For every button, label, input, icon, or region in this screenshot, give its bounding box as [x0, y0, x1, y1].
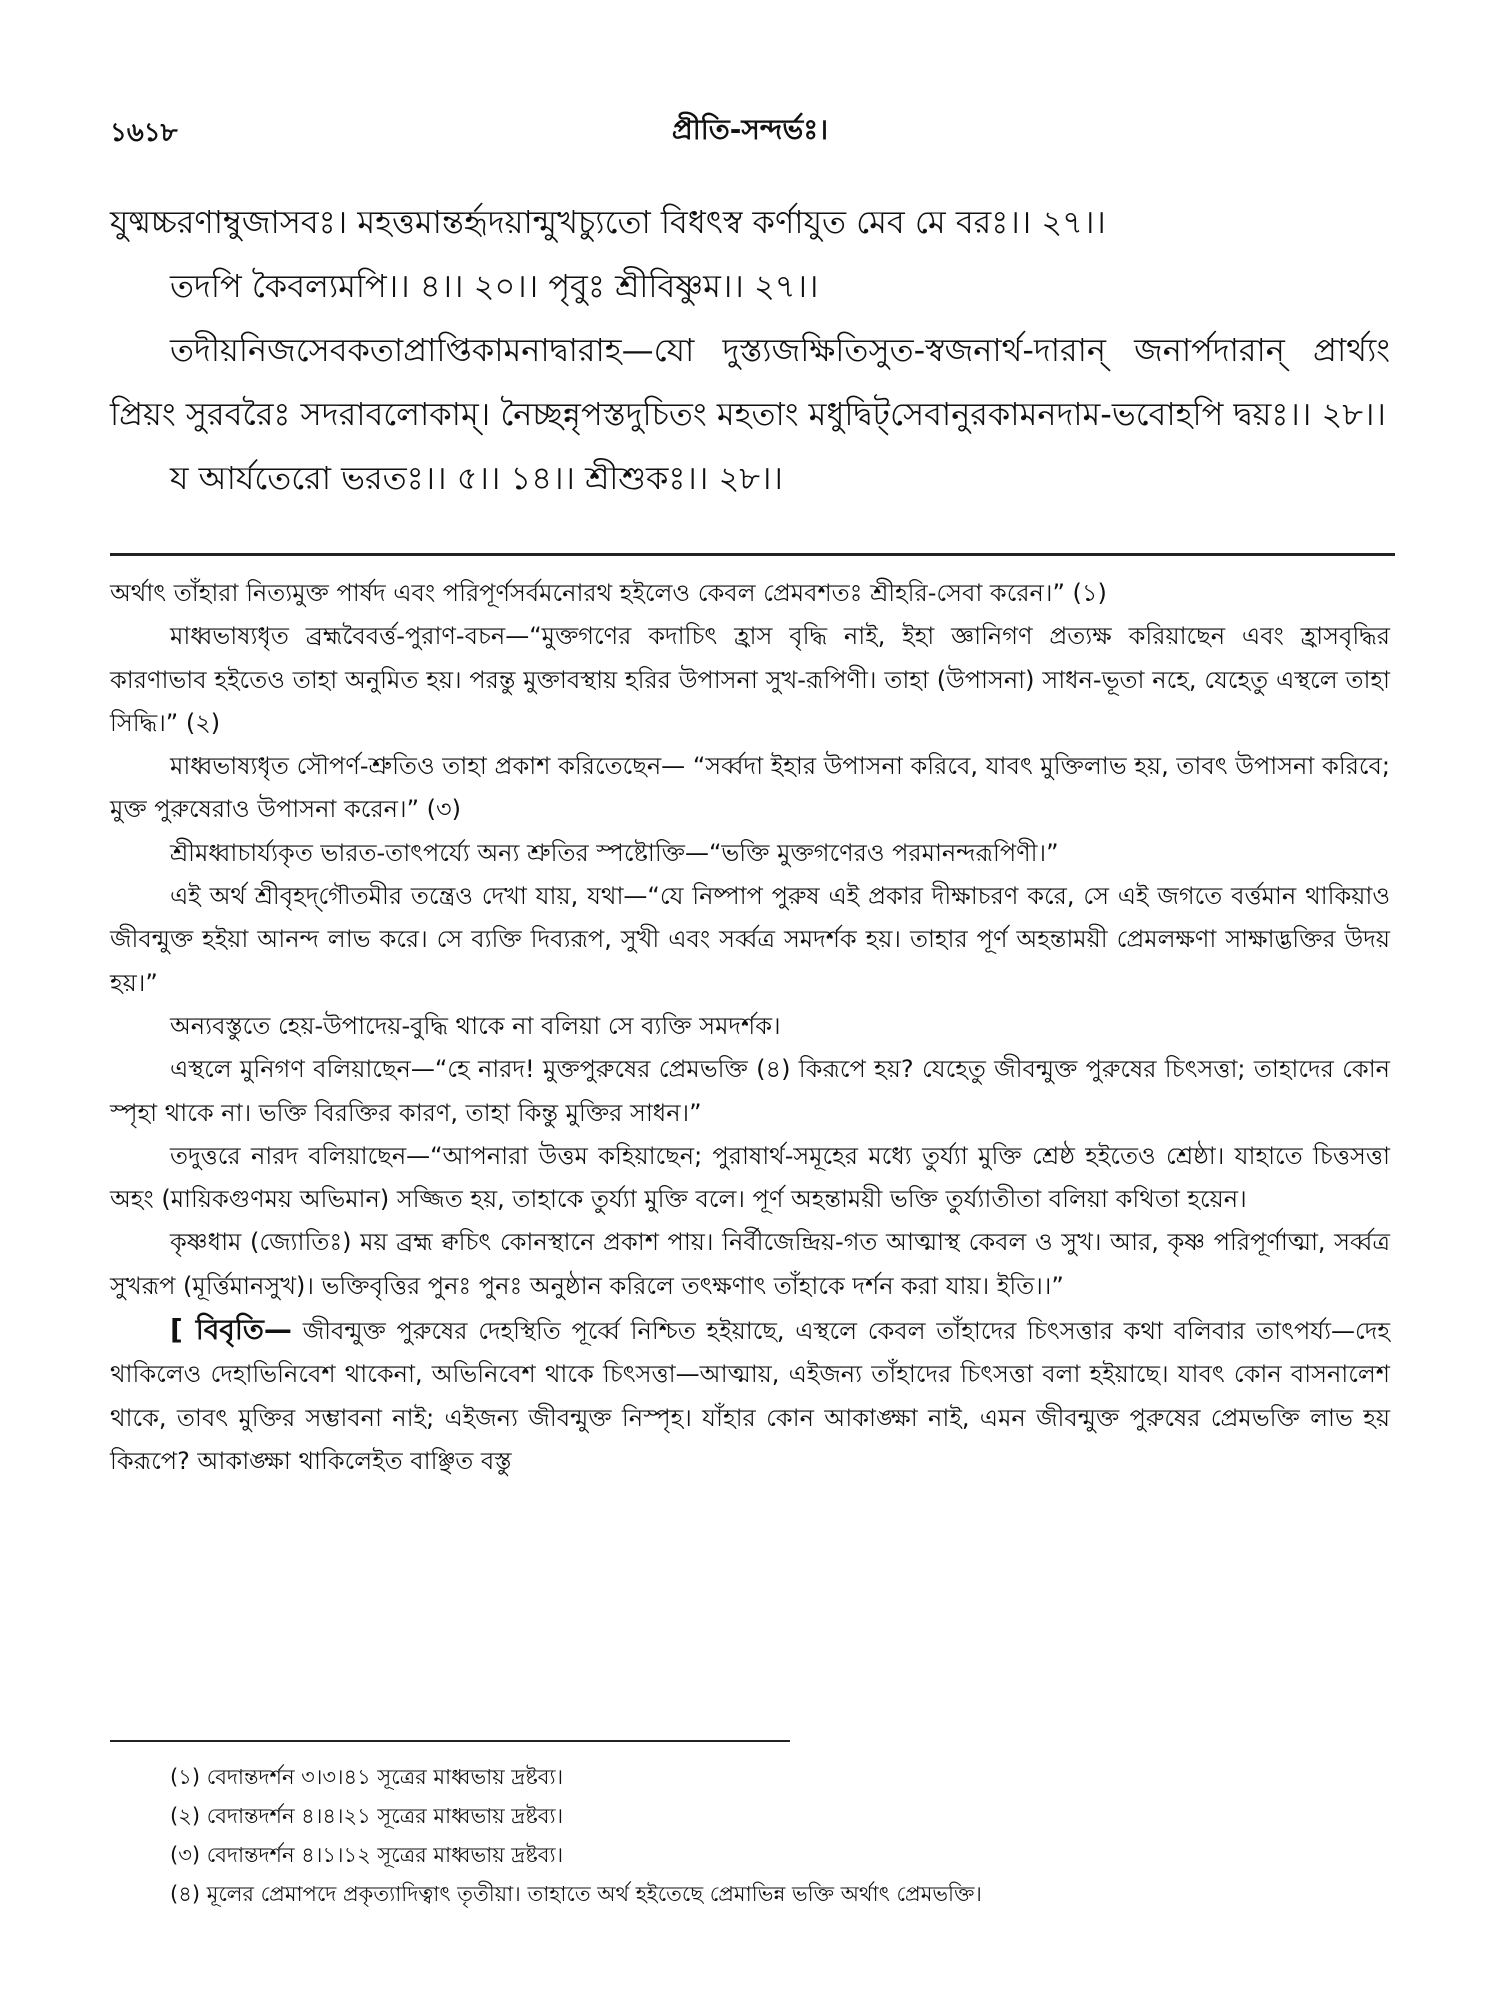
paragraph: অর্থাৎ তাঁহারা নিত্যমুক্ত পার্ষদ এবং পরিপূর্ণসর্বমনোরথ হইলেও কেবল প্রেমবশতঃ শ্রীহরি-সেবা করেন।” (১) — [110, 579, 1107, 607]
verse-line: যুষ্মচ্চরণাম্বুজাসবঃ। মহত্তমান্তর্হৃদয়ান্মুখচ্যুতো বিধৎস্ব কর্ণাযুত মেব মে বরঃ।। ২৭।। — [110, 203, 1106, 241]
paragraph: এই অর্থ শ্রীবৃহদ্‌গৌতমীর তন্ত্রেও দেখা যায়, যথা—“যে নিষ্পাপ পুরুষ এই প্রকার দীক্ষাচরণ করে, সে এই জগতে বর্ত্তমান থাকিয়াও জীবন্মুক্ত হইয়া আনন্দ লাভ করে। সে ব্যক্তি দিব্যরূপ, সুখী এবং সর্ব্বত্র সমদর্শক হয়। তাহার পূর্ণ অহন্তাময়ী প্রেমলক্ষণা সাক্ষাদ্ভক্তির উদয় হয়।” — [110, 882, 1390, 997]
footnotes — [170, 1758, 1370, 1914]
vivriti-paragraph — [110, 1308, 1390, 1483]
paragraph: এস্থলে মুনিগণ বলিয়াছেন—“হে নারদ! মুক্তপুরুষের প্রেমভক্তি (৪) কিরূপে হয়? যেহেতু জীবন্মুক্ত পুরুষের চিৎসত্তা; তাহাদের কোন স্পৃহা থাকে না। ভক্তি বিরক্তির কারণ, তাহা কিন্তু মুক্তির সাধন।” — [110, 1055, 1390, 1127]
verse-reference: তদপি কৈবল্যমপি।। ৪।। ২০।। পৃবুঃ শ্রীবিষ্ণুম।। ২৭।। — [170, 267, 819, 305]
sanskrit-verse-block — [110, 190, 1390, 510]
footnote-divider — [110, 1740, 790, 1742]
paragraph: কৃষ্ণধাম (জ্যোতিঃ) ময় ব্রহ্ম ক্বচিৎ কোনস্থানে প্রকাশ পায়। নির্বীজেন্দ্রিয়-গত আত্মাস্থ কেবল ও সুখ। আর, কৃষ্ণ পরিপূর্ণাত্মা, সর্ব্বত্র সুখরূপ (মূর্ত্তিমানসুখ)। ভক্তিবৃত্তির পুনঃ পুনঃ অনুষ্ঠান করিলে তৎক্ষণাৎ তাঁহাকে দর্শন করা যায়। ইতি।।” — [110, 1228, 1390, 1300]
paragraph: মাধ্বভাষ্যধৃত সৌপর্ণ-শ্রুতিও তাহা প্রকাশ করিতেছেন— “সর্ব্বদা ইহার উপাসনা করিবে, যাবৎ মুক্তিলাভ হয়, তাবৎ উপাসনা করিবে; মুক্ত পুরুষেরাও উপাসনা করেন।” (৩) — [110, 752, 1390, 824]
verse-line: তদীয়নিজসেবকতাপ্রাপ্তিকামনাদ্বারাহ—যো দুস্ত্যজক্ষিতিসুত-স্বজনার্থ-দারান্ জনার্পদারান্ প্রার্থ্যং প্রিয়ং সুরবরৈঃ সদরাবলোকাম্। নৈচ্ছন্নৃপস্তদুচিতং মহতাং মধুদ্বিট্‌সেবানুরকামনদাম-ভবোহপি দ্বয়ঃ।। ২৮।। — [110, 331, 1390, 433]
page-header — [110, 108, 1390, 148]
running-title: প্রীতি-সন্দর্ভঃ। — [671, 113, 829, 146]
paragraph: তদুত্তরে নারদ বলিয়াছেন—“আপনারা উত্তম কহিয়াছেন; পুরাষার্থ-সমূহের মধ্যে তুর্য্যা মুক্তি শ্রেষ্ঠ হইতেও শ্রেষ্ঠা। যাহাতে চিত্তসত্তা অহং (মায়িকগুণময় অভিমান) সজ্জিত হয়, তাহাকে তুর্য্যা মুক্তি বলে। পূর্ণ অহন্তাময়ী ভক্তি তুর্য্যাতীতা বলিয়া কথিতা হয়েন। — [110, 1141, 1390, 1214]
page-number: ১৬১৮ — [110, 118, 178, 148]
section-divider — [110, 553, 1395, 556]
vivriti-label: [ বিবৃতি— — [170, 1313, 292, 1347]
paragraph: মাধ্বভাষ্যধৃত ব্রহ্মবৈবর্ত্ত-পুরাণ-বচন—“মুক্তগণের কদাচিৎ হ্রাস বৃদ্ধি নাই, ইহা জ্ঞানিগণ প্রত্যক্ষ করিয়াছেন এবং হ্রাসবৃদ্ধির কারণাভাব হইতেও তাহা অনুমিত হয়। পরন্তু মুক্তাবস্থায় হরির উপাসনা সুখ-রূপিণী। তাহা (উপাসনা) সাধন-ভূতা নহে, যেহেতু এস্থলে তাহা সিদ্ধি।” (২) — [110, 622, 1390, 737]
footnote: (৪) মূলের প্রেমাপদে প্রকৃত্যাদিত্বাৎ তৃতীয়া। তাহাতে অর্থ হইতেছে প্রেমাভিন্ন ভক্তি অর্থাৎ প্রেমভক্তি। — [170, 1882, 982, 1906]
vivriti-text: জীবন্মুক্ত পুরুষের দেহস্থিতি পূর্ব্বে নিশ্চিত হইয়াছে, এস্থলে কেবল তাঁহাদের চিৎসত্তার কথা বলিবার তাৎপর্য্য—দেহ থাকিলেও দেহাভিনিবেশ থাকেনা, অভিনিবেশ থাকে চিৎসত্তা—আত্মায়, এইজন্য তাঁহাদের চিৎসত্তা বলা হইয়াছে। যাবৎ কোন বাসনালেশ থাকে, তাবৎ মুক্তির সম্ভাবনা নাই; এইজন্য জীবন্মুক্ত নিস্পৃহ। যাঁহার কোন আকাঙ্ক্ষা নাই, এমন জীবন্মুক্ত পুরুষের প্রেমভক্তি লাভ হয় কিরূপে? আকাঙ্ক্ষা থাকিলেইত বাঞ্ছিত বস্তু — [110, 1317, 1390, 1475]
bengali-commentary — [110, 572, 1390, 1483]
footnote: (১) বেদান্তদর্শন ৩।৩।৪১ সূত্রের মাধ্বভায় দ্রষ্টব্য। — [170, 1765, 564, 1789]
paragraph: অন্যবস্তুতে হেয়-উপাদেয়-বুদ্ধি থাকে না বলিয়া সে ব্যক্তি সমদর্শক। — [170, 1011, 781, 1040]
footnote: (২) বেদান্তদর্শন ৪।৪।২১ সূত্রের মাধ্বভায় দ্রষ্টব্য। — [170, 1804, 564, 1828]
footnote: (৩) বেদান্তদর্শন ৪।১।১২ সূত্রের মাধ্বভায় দ্রষ্টব্য। — [170, 1843, 564, 1867]
paragraph: শ্রীমধ্বাচার্য্যকৃত ভারত-তাৎপর্য্যে অন্য শ্রুতির স্পষ্টোক্তি—“ভক্তি মুক্তগণেরও পরমানন্দরূপিণী।” — [170, 838, 1059, 867]
verse-reference: য আর্যতেরো ভরতঃ।। ৫।। ১৪।। শ্রীশুকঃ।। ২৮।। — [170, 459, 783, 497]
